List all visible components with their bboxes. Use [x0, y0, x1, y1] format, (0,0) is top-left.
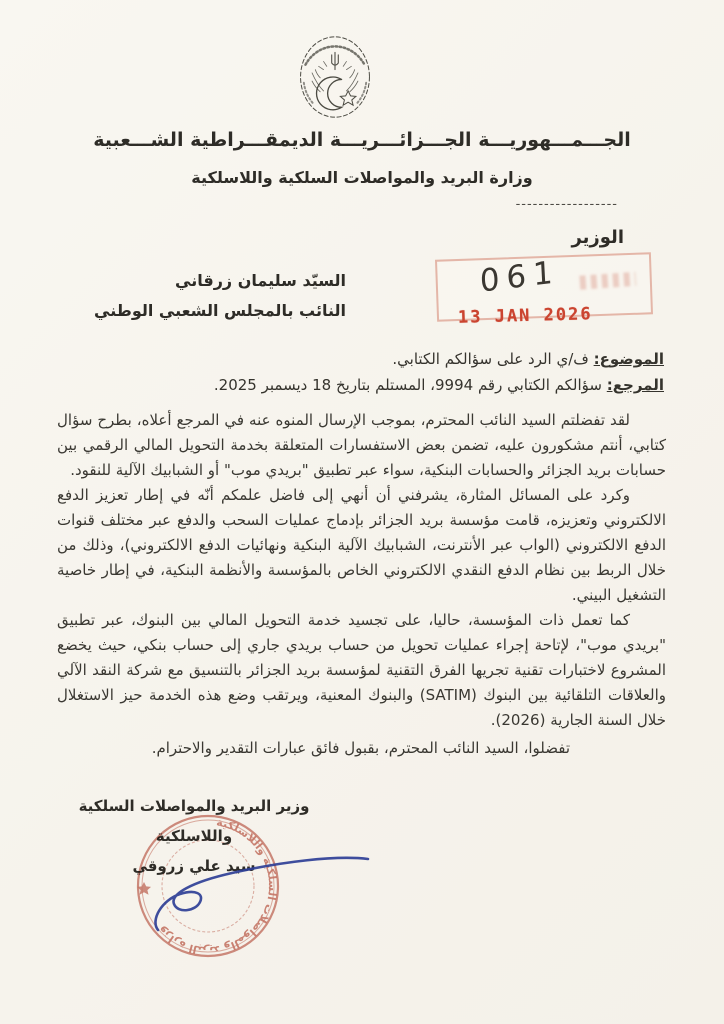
reference-label: المرجع: — [606, 376, 664, 394]
reference-line — [60, 372, 664, 398]
separator-dashes: ------------------ — [515, 197, 618, 212]
subject-label: الموضوع: — [593, 350, 664, 368]
body-paragraph-3: كما تعمل ذات المؤسسة، حاليا، على تجسيد خدمة التحويل المالي بين البنوك، عبر تطبيق "بريدي موب"، لإتاحة إجراء عمليات تحويل من حساب بريدي جاري إلى حساب بنكي، حيث يخضع المشروع لاختبارات تقنية تجريها الفرق التقنية لمؤسسة بريد الجزائر بالتنسيق مع شركة النقد الآلي والعلاقات التلقائية بين البنوك (SATIM) والبنوك المعنية، ويرتقب وضع هذه الخدمة حيز الاستغلال خلال السنة الجارية (2026). — [57, 611, 666, 729]
signatory-title: وزير البريد والمواصلات السلكية واللاسلكية — [78, 797, 310, 845]
recipient-role: النائب بالمجلس الشعبي الوطني — [94, 301, 346, 320]
minister-title: الوزير — [571, 227, 624, 248]
signatory-name: سيد علي زروقي — [132, 857, 256, 875]
registry-number-handwritten: 061 — [478, 253, 561, 300]
closing-courtesy-line: تفضلوا، السيد النائب المحترم، بقبول فائق عبارات التقدير والاحترام. — [151, 739, 570, 757]
recipient-name: السيّد سليمان زرقاني — [175, 271, 346, 290]
subject-text: ف/ي الرد على سؤالكم الكتابي. — [392, 350, 589, 368]
subject-line — [60, 346, 664, 372]
body-paragraph-1: لقد تفضلتم السيد النائب المحترم، بموجب الإرسال المنوه عنه في المرجع أعلاه، بطرح سؤال كتابي، أنتم مشكورون عليه، تضمن بعض الاستفسارات المتعلقة بخدمة التحويل المالي الرقمي بين حسابات بريد الجزائر والحسابات البنكية، سواء عبر تطبيق "بريدي موب" أو الشبابيك الآلية للنقود. — [57, 411, 666, 479]
minister-signature-autograph — [140, 842, 380, 942]
meta-block — [60, 346, 664, 398]
algeria-national-emblem-icon — [294, 30, 376, 124]
round-stamp-ring-text: وزارة البريد والمواصلات السلكية واللاسلكية — [154, 815, 280, 958]
reference-text: سؤالكم الكتابي رقم 9994، المستلم بتاريخ 18 ديسمبر 2025. — [213, 376, 602, 394]
faded-stamp-smudge — [579, 272, 636, 290]
date-stamp: 13 JAN 2026 — [457, 304, 593, 328]
recipient-block — [94, 266, 346, 326]
letter-body — [57, 408, 666, 761]
body-paragraph-2: وكرد على المسائل المثارة، يشرفني أن أنهي إلى فاضل علمكم أنّه في إطار تعزيز الدفع الالكتروني وتعزيزه، قامت مؤسسة بريد الجزائر بإدماج عمليات السحب والدفع عبر مختلف قنوات الدفع الالكتروني (الواب عبر الأنترنت، الشبابيك الآلية البنكية ونهائيات الدفع الالكتروني)، وذلك من خلال الربط بين نظام الدفع النقدي الالكتروني الخاص بالمؤسسة والأنظمة البنكية، في إطار خاصية التشغيل البيني. — [57, 486, 666, 604]
ministry-title: وزارة البريد والمواصلات السلكية واللاسلكية — [191, 168, 533, 187]
republic-title: الجـــمـــهوريـــة الجـــزائـــريـــة الديمقـــراطية الشـــعبية — [93, 129, 631, 151]
